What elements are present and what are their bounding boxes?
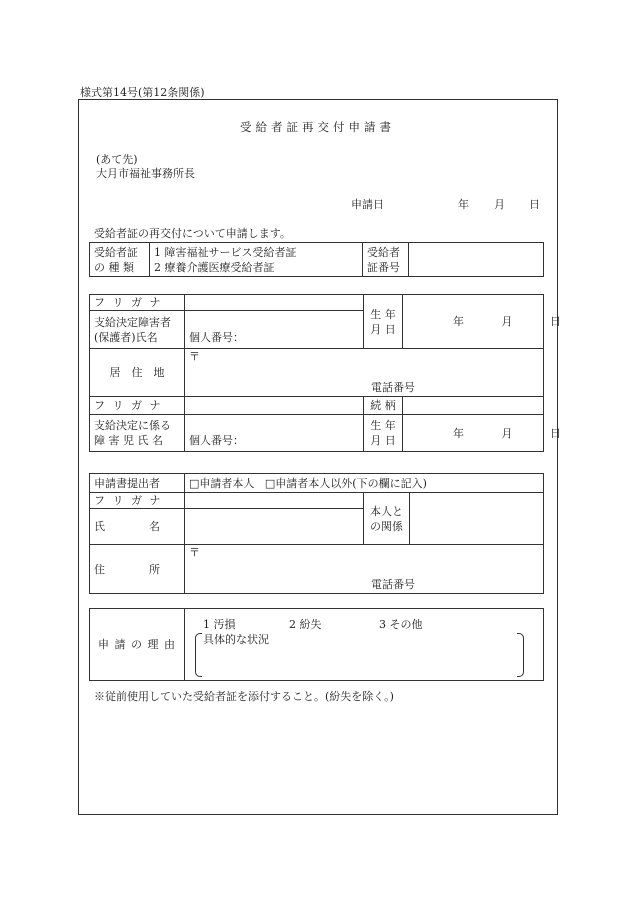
guardian-furigana-label: フ リ ガ ナ — [90, 295, 185, 311]
application-date-label: 申請日 — [351, 198, 384, 211]
details-right-bracket — [517, 633, 524, 677]
form-frame — [78, 99, 558, 815]
reason-field — [185, 609, 544, 681]
application-date-year: 年 — [458, 198, 469, 211]
submitter-table — [89, 473, 544, 594]
form-number: 様式第14号(第12条関係) — [80, 86, 205, 99]
submitter-address-label: 住 所 — [90, 545, 185, 594]
reason-table — [89, 608, 544, 681]
child-birth-field[interactable]: 年 月 日 — [403, 415, 544, 452]
guardian-phone-label: 電話番号 — [371, 381, 415, 394]
form-title: 受給者証再交付申請書 — [240, 120, 395, 134]
submitter-relation-field[interactable] — [410, 493, 544, 545]
cert-option-2[interactable]: 2 療養介護医療受給者証 — [154, 260, 275, 274]
details-field[interactable] — [203, 647, 513, 673]
footnote: ※従前使用していた受給者証を添付すること。(紛失を除く。) — [94, 690, 394, 703]
submitter-options — [185, 474, 544, 493]
application-date-day: 日 — [529, 198, 540, 211]
reason-option-3[interactable]: 3 その他 — [379, 618, 423, 631]
cert-type-label: 受給者証 の 種 類 — [90, 243, 150, 277]
guardian-birth-field[interactable]: 年 月 日 — [403, 295, 544, 349]
submitter-furigana-field[interactable] — [185, 493, 364, 509]
child-relationship-field[interactable] — [403, 397, 544, 415]
addressee-name: 大月市福祉事務所長 — [96, 167, 195, 180]
child-birth-label: 生 年 月 日 — [364, 415, 403, 452]
cert-number-field[interactable] — [409, 243, 544, 277]
cert-type-options[interactable] — [150, 243, 363, 277]
guardian-name-label: 支給決定障害者 (保護者)氏名 — [90, 311, 185, 349]
submitter-label: 申請書提出者 — [90, 474, 185, 493]
submitter-name-label: 氏 名 — [90, 509, 185, 545]
details-left-bracket — [195, 633, 202, 677]
guardian-address-label: 居 住 地 — [90, 349, 185, 397]
submitter-option-self[interactable]: □申請者本人 — [189, 476, 255, 490]
child-name-field[interactable] — [185, 415, 364, 452]
guardian-furigana-field[interactable] — [185, 295, 364, 311]
guardian-birth-label: 生 年 月 日 — [364, 295, 403, 349]
certificate-type-table — [89, 242, 544, 277]
submitter-relation-label: 本人と の関係 — [364, 493, 410, 545]
intro-text: 受給者証の再交付について申請します。 — [94, 227, 291, 240]
addressee-prefix: (あて先) — [96, 153, 138, 166]
guardian-child-table — [89, 294, 561, 452]
child-name-label: 支給決定に係る 障 害 児 氏 名 — [90, 415, 185, 452]
reason-label: 申 請 の 理 由 — [90, 609, 185, 681]
submitter-name-field[interactable] — [185, 509, 364, 545]
submitter-furigana-label: フ リ ガ ナ — [90, 493, 185, 509]
reason-option-2[interactable]: 2 紛失 — [289, 618, 322, 631]
child-relationship-label: 続 柄 — [364, 397, 403, 415]
submitter-option-other[interactable]: □申請者本人以外(下の欄に記入) — [264, 476, 427, 490]
submitter-phone-label: 電話番号 — [371, 578, 415, 591]
guardian-address-field[interactable] — [185, 349, 544, 397]
details-label: 具体的な状況 — [203, 633, 269, 646]
reason-option-1[interactable]: 1 汚損 — [203, 618, 236, 631]
submitter-postal-mark: 〒 — [189, 546, 200, 559]
guardian-personal-number-label: 個人番号： — [189, 331, 244, 344]
guardian-name-field[interactable] — [185, 311, 364, 349]
child-furigana-label: フ リ ガ ナ — [90, 397, 185, 415]
child-personal-number-label: 個人番号： — [189, 434, 244, 447]
cert-option-1[interactable]: 1 障害福祉サービス受給者証 — [154, 245, 297, 259]
submitter-address-field[interactable] — [185, 545, 544, 594]
cert-number-label: 受給者 証番号 — [363, 243, 409, 277]
application-date-month: 月 — [494, 198, 505, 211]
guardian-postal-mark: 〒 — [189, 350, 200, 363]
child-furigana-field[interactable] — [185, 397, 364, 415]
